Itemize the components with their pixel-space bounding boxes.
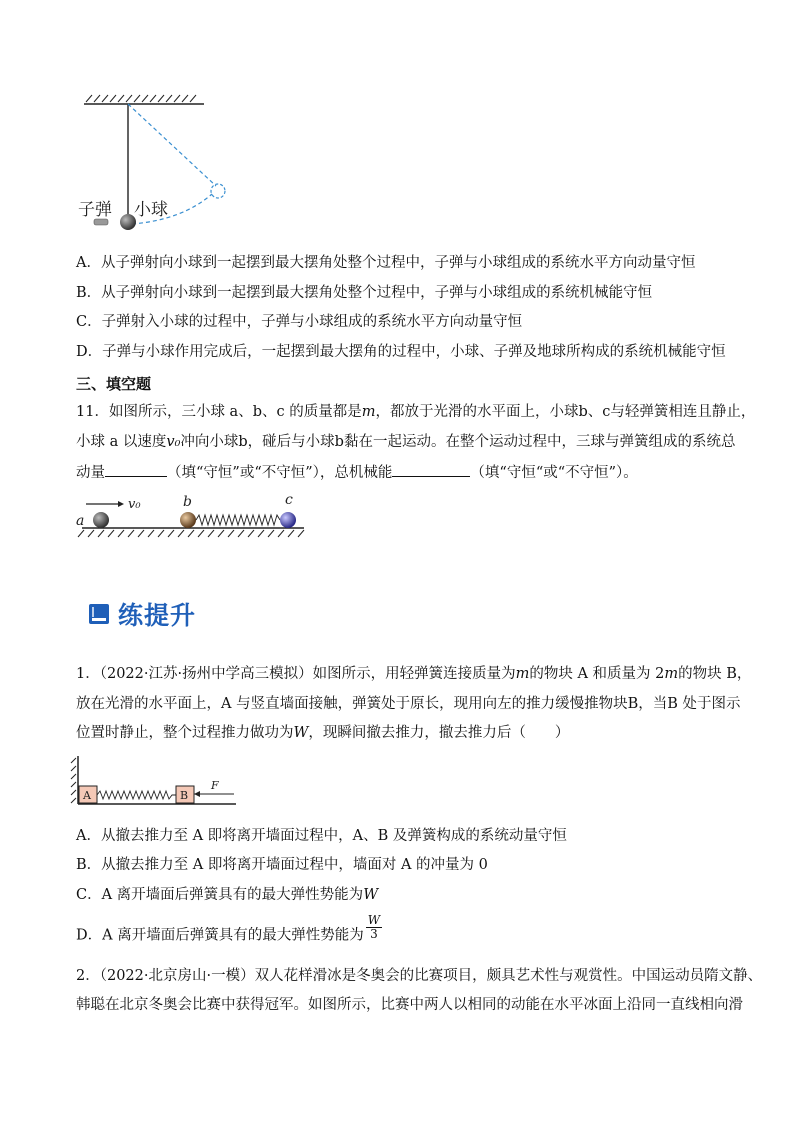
q11-text: （填“守恒”或“不守恒”），总机械能 — [167, 465, 393, 481]
label-v0: v₀ — [128, 497, 141, 512]
ball-c — [280, 512, 296, 528]
var-W: W — [293, 725, 309, 741]
section-title-fill-in: 三、填空题 — [76, 375, 152, 393]
q11-text: ，都放于光滑的水平面上，小球b、c与轻弹簧相连且静止， — [375, 404, 756, 420]
spring — [196, 515, 280, 525]
q11-line-2 — [76, 432, 735, 452]
q11-line-1 — [76, 402, 755, 422]
book-icon — [88, 603, 110, 625]
q10-option-d: D．子弹与小球作用完成后，一起摆到最大摆角的过程中，小球、子弹及地球所构成的系统机械能守恒 — [76, 344, 726, 360]
force-arrowhead — [194, 791, 200, 797]
var-m: m — [361, 404, 376, 420]
spring — [97, 791, 176, 799]
p1-text: 位置时静止，整个过程推力做功为 — [76, 725, 294, 741]
p1-text: 的物块 A 和质量为 2 — [529, 666, 665, 682]
ball-end-position — [211, 184, 225, 198]
banner-title: 练提升 — [118, 601, 197, 630]
ball-a — [93, 512, 109, 528]
p1-line-2: 放在光滑的水平面上，A 与竖直墙面接触，弹簧处于原长，现用向左的推力缓慢推物块B，当B 处于图示 — [76, 696, 741, 712]
q11-text: 冲向小球b，碰后与小球b黏在一起运动。在整个运动过程中，三球与弹簧组成的系统总 — [180, 434, 736, 450]
p2-line-1: 2．（2022·北京房山·一模）双人花样滑冰是冬奥会的比赛项目，颇具艺术性与观赏性。中国运动员隋文静、 — [76, 968, 763, 984]
force-label: F — [211, 779, 219, 792]
label-a: a — [76, 513, 85, 529]
p1-option-c — [76, 885, 378, 905]
p1-line-3 — [76, 723, 569, 743]
bullet-label: 子弹 — [78, 200, 112, 220]
p1-text: 1．（2022·江苏·扬州中学高三模拟）如图所示，用轻弹簧连接质量为 — [76, 666, 516, 682]
var-m: m — [664, 666, 679, 682]
practice-banner — [88, 596, 196, 632]
p1-option-b: B．从撤去推力至 A 即将离开墙面过程中，墙面对 A 的冲量为 0 — [76, 857, 488, 873]
q11-text: （填“守恒“或“不守恒”）。 — [470, 465, 638, 481]
q11-text: 11．如图所示，三小球 a、b、c 的质量都是 — [76, 404, 362, 420]
answer-blank-momentum[interactable] — [105, 462, 167, 477]
var-W: W — [363, 887, 379, 903]
q11-text: 小球 a 以速度 — [76, 434, 167, 450]
q11-line-3 — [76, 462, 638, 483]
swing-string-dashed — [128, 104, 216, 186]
answer-blank-energy[interactable] — [392, 462, 470, 477]
var-v0: v₀ — [166, 434, 181, 450]
var-m: m — [515, 666, 530, 682]
ball-b — [180, 512, 196, 528]
q10-option-c: C．子弹射入小球的过程中，子弹与小球组成的系统水平方向动量守恒 — [76, 314, 523, 330]
p1-line-1 — [76, 664, 751, 684]
q10-option-b: B．从子弹射向小球到一起摆到最大摆角处整个过程中，子弹与小球组成的系统机械能守恒 — [76, 285, 653, 301]
fraction-w-over-3 — [366, 914, 382, 941]
block-b-label: B — [180, 789, 189, 802]
label-b: b — [183, 494, 192, 510]
p2-line-2: 韩聪在北京冬奥会比赛中获得冠军。如图所示，比赛中两人以相同的动能在水平冰面上沿同一直线相向滑 — [76, 997, 743, 1013]
block-a-label: A — [83, 789, 91, 802]
pendulum-figure — [72, 92, 242, 240]
ball-label: 小球 — [134, 200, 168, 220]
p1-text: ，现瞬间撤去推力，撤去推力后（ ） — [308, 725, 570, 741]
p1-option-a: A．从撤去推力至 A 即将离开墙面过程中，A、B 及弹簧构成的系统动量守恒 — [76, 828, 567, 844]
fraction-denominator: 3 — [370, 927, 378, 941]
three-balls-figure — [72, 488, 312, 548]
fraction-numerator: W — [367, 913, 381, 927]
wall-spring-figure — [70, 752, 242, 810]
p1-text: C．A 离开墙面后弹簧具有的最大弹性势能为 — [76, 887, 364, 903]
q11-text: 动量 — [76, 465, 105, 481]
ground-hatch — [78, 530, 304, 537]
p1-option-d — [76, 913, 382, 949]
velocity-arrowhead — [118, 501, 124, 507]
wall-hatch — [71, 758, 76, 803]
p1-text: D．A 离开墙面后弹簧具有的最大弹性势能为 — [76, 927, 364, 944]
q10-option-a: A．从子弹射向小球到一起摆到最大摆角处整个过程中，子弹与小球组成的系统水平方向动量守恒 — [76, 255, 696, 271]
label-c: c — [285, 492, 293, 508]
p1-text: 的物块 B， — [678, 666, 752, 682]
ceiling-hatch — [86, 95, 196, 102]
